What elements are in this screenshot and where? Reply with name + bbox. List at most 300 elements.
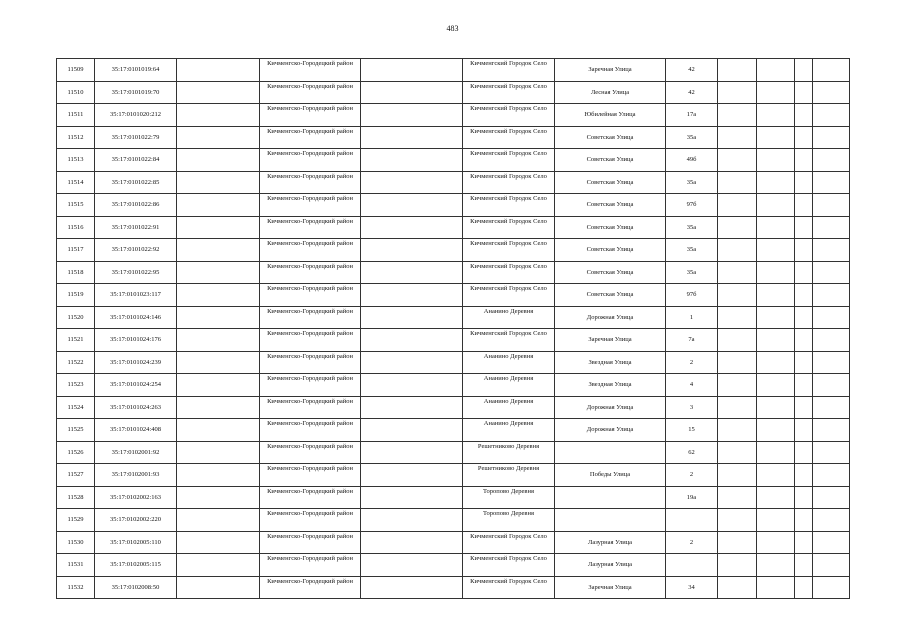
empty-cell xyxy=(361,464,463,487)
row-number-cell: 11528 xyxy=(57,486,95,509)
empty-cell xyxy=(757,306,795,329)
table-row xyxy=(57,216,850,239)
cadastral-number-cell: 35:17:0101019:70 xyxy=(95,81,177,104)
empty-cell xyxy=(813,486,850,509)
empty-cell xyxy=(795,104,813,127)
district-cell: Кичменгско-Городецкий район xyxy=(260,486,361,509)
empty-cell xyxy=(718,216,757,239)
row-number-cell: 11527 xyxy=(57,464,95,487)
empty-cell xyxy=(813,171,850,194)
district-cell: Кичменгско-Городецкий район xyxy=(260,59,361,82)
district-cell: Кичменгско-Городецкий район xyxy=(260,171,361,194)
empty-cell xyxy=(795,396,813,419)
empty-cell xyxy=(361,351,463,374)
empty-cell xyxy=(177,194,260,217)
empty-cell xyxy=(757,329,795,352)
empty-cell xyxy=(813,554,850,577)
district-cell: Кичменгско-Городецкий район xyxy=(260,216,361,239)
empty-cell xyxy=(361,171,463,194)
empty-cell xyxy=(177,464,260,487)
empty-cell xyxy=(361,194,463,217)
empty-cell xyxy=(795,126,813,149)
district-cell: Кичменгско-Городецкий район xyxy=(260,149,361,172)
empty-cell xyxy=(757,194,795,217)
cadastral-number-cell: 35:17:0101024:176 xyxy=(95,329,177,352)
settlement-cell: Кичменгский Городок Село xyxy=(463,576,555,599)
settlement-cell: Кичменгский Городок Село xyxy=(463,284,555,307)
street-cell: Звездная Улица xyxy=(555,374,666,397)
empty-cell xyxy=(795,576,813,599)
row-number-cell: 11529 xyxy=(57,509,95,532)
empty-cell xyxy=(813,441,850,464)
empty-cell xyxy=(361,396,463,419)
district-cell: Кичменгско-Городецкий район xyxy=(260,509,361,532)
row-number-cell: 11516 xyxy=(57,216,95,239)
empty-cell xyxy=(718,171,757,194)
district-cell: Кичменгско-Городецкий район xyxy=(260,396,361,419)
table-row xyxy=(57,464,850,487)
row-number-cell: 11510 xyxy=(57,81,95,104)
table-row xyxy=(57,149,850,172)
empty-cell xyxy=(757,396,795,419)
cadastral-number-cell: 35:17:0101020:212 xyxy=(95,104,177,127)
row-number-cell: 11532 xyxy=(57,576,95,599)
cadastral-number-cell: 35:17:0101022:92 xyxy=(95,239,177,262)
street-cell: Советская Улица xyxy=(555,171,666,194)
cadastral-number-cell: 35:17:0101024:239 xyxy=(95,351,177,374)
empty-cell xyxy=(718,531,757,554)
empty-cell xyxy=(718,149,757,172)
cadastral-number-cell: 35:17:0101023:117 xyxy=(95,284,177,307)
house-number-cell: 3 xyxy=(666,396,718,419)
empty-cell xyxy=(795,284,813,307)
table-row xyxy=(57,306,850,329)
table-row xyxy=(57,396,850,419)
street-cell: Советская Улица xyxy=(555,261,666,284)
empty-cell xyxy=(757,509,795,532)
table-row xyxy=(57,576,850,599)
empty-cell xyxy=(177,554,260,577)
district-cell: Кичменгско-Городецкий район xyxy=(260,104,361,127)
settlement-cell: Ананино Деревня xyxy=(463,351,555,374)
cadastral-number-cell: 35:17:0102002:220 xyxy=(95,509,177,532)
empty-cell xyxy=(177,509,260,532)
district-cell: Кичменгско-Городецкий район xyxy=(260,126,361,149)
empty-cell xyxy=(361,284,463,307)
empty-cell xyxy=(813,576,850,599)
registry-table xyxy=(56,58,850,599)
empty-cell xyxy=(813,149,850,172)
cadastral-number-cell: 35:17:0101022:84 xyxy=(95,149,177,172)
empty-cell xyxy=(718,554,757,577)
empty-cell xyxy=(361,441,463,464)
table-row xyxy=(57,261,850,284)
empty-cell xyxy=(757,239,795,262)
street-cell: Советская Улица xyxy=(555,216,666,239)
empty-cell xyxy=(757,554,795,577)
settlement-cell: Кичменгский Городок Село xyxy=(463,239,555,262)
empty-cell xyxy=(757,576,795,599)
empty-cell xyxy=(813,509,850,532)
empty-cell xyxy=(813,396,850,419)
row-number-cell: 11517 xyxy=(57,239,95,262)
empty-cell xyxy=(177,126,260,149)
row-number-cell: 11514 xyxy=(57,171,95,194)
empty-cell xyxy=(361,576,463,599)
empty-cell xyxy=(718,509,757,532)
settlement-cell: Решетниково Деревня xyxy=(463,464,555,487)
empty-cell xyxy=(795,531,813,554)
street-cell: Советская Улица xyxy=(555,149,666,172)
house-number-cell: 2 xyxy=(666,464,718,487)
empty-cell xyxy=(718,374,757,397)
empty-cell xyxy=(795,81,813,104)
empty-cell xyxy=(757,104,795,127)
street-cell: Лесная Улица xyxy=(555,81,666,104)
empty-cell xyxy=(813,306,850,329)
cadastral-number-cell: 35:17:0102001:92 xyxy=(95,441,177,464)
street-cell: Советская Улица xyxy=(555,194,666,217)
house-number-cell: 35а xyxy=(666,126,718,149)
empty-cell xyxy=(718,486,757,509)
table-row xyxy=(57,441,850,464)
empty-cell xyxy=(795,441,813,464)
house-number-cell: 1 xyxy=(666,306,718,329)
empty-cell xyxy=(757,261,795,284)
empty-cell xyxy=(795,59,813,82)
district-cell: Кичменгско-Городецкий район xyxy=(260,284,361,307)
street-cell: Звездная Улица xyxy=(555,351,666,374)
empty-cell xyxy=(795,554,813,577)
settlement-cell: Кичменгский Городок Село xyxy=(463,216,555,239)
settlement-cell: Кичменгский Городок Село xyxy=(463,149,555,172)
empty-cell xyxy=(177,576,260,599)
house-number-cell: 2 xyxy=(666,531,718,554)
settlement-cell: Кичменгский Городок Село xyxy=(463,59,555,82)
empty-cell xyxy=(813,329,850,352)
row-number-cell: 11525 xyxy=(57,419,95,442)
row-number-cell: 11524 xyxy=(57,396,95,419)
empty-cell xyxy=(361,81,463,104)
empty-cell xyxy=(718,351,757,374)
cadastral-number-cell: 35:17:0102008:50 xyxy=(95,576,177,599)
settlement-cell: Кичменгский Городок Село xyxy=(463,194,555,217)
table-row xyxy=(57,171,850,194)
district-cell: Кичменгско-Городецкий район xyxy=(260,464,361,487)
empty-cell xyxy=(795,261,813,284)
empty-cell xyxy=(361,59,463,82)
cadastral-number-cell: 35:17:0101022:91 xyxy=(95,216,177,239)
empty-cell xyxy=(177,284,260,307)
table-row xyxy=(57,194,850,217)
district-cell: Кичменгско-Городецкий район xyxy=(260,374,361,397)
empty-cell xyxy=(795,509,813,532)
empty-cell xyxy=(757,126,795,149)
house-number-cell: 7а xyxy=(666,329,718,352)
district-cell: Кичменгско-Городецкий район xyxy=(260,441,361,464)
settlement-cell: Кичменгский Городок Село xyxy=(463,104,555,127)
cadastral-number-cell: 35:17:0102005:115 xyxy=(95,554,177,577)
empty-cell xyxy=(177,171,260,194)
cadastral-number-cell: 35:17:0101022:86 xyxy=(95,194,177,217)
empty-cell xyxy=(813,104,850,127)
house-number-cell: 35а xyxy=(666,261,718,284)
empty-cell xyxy=(813,351,850,374)
empty-cell xyxy=(718,126,757,149)
empty-cell xyxy=(813,419,850,442)
empty-cell xyxy=(361,486,463,509)
table-row xyxy=(57,104,850,127)
empty-cell xyxy=(813,464,850,487)
cadastral-number-cell: 35:17:0101024:263 xyxy=(95,396,177,419)
cadastral-number-cell: 35:17:0101024:254 xyxy=(95,374,177,397)
settlement-cell: Кичменгский Городок Село xyxy=(463,261,555,284)
empty-cell xyxy=(757,81,795,104)
empty-cell xyxy=(177,396,260,419)
table-row xyxy=(57,419,850,442)
settlement-cell: Ананино Деревня xyxy=(463,419,555,442)
empty-cell xyxy=(718,261,757,284)
district-cell: Кичменгско-Городецкий район xyxy=(260,306,361,329)
empty-cell xyxy=(177,374,260,397)
empty-cell xyxy=(177,149,260,172)
table-row xyxy=(57,351,850,374)
empty-cell xyxy=(813,531,850,554)
district-cell: Кичменгско-Городецкий район xyxy=(260,194,361,217)
empty-cell xyxy=(795,464,813,487)
house-number-cell: 19а xyxy=(666,486,718,509)
cadastral-number-cell: 35:17:0101024:146 xyxy=(95,306,177,329)
cadastral-number-cell: 35:17:0101022:79 xyxy=(95,126,177,149)
house-number-cell: 35а xyxy=(666,171,718,194)
house-number-cell: 17а xyxy=(666,104,718,127)
empty-cell xyxy=(361,104,463,127)
street-cell xyxy=(555,509,666,532)
row-number-cell: 11511 xyxy=(57,104,95,127)
district-cell: Кичменгско-Городецкий район xyxy=(260,419,361,442)
empty-cell xyxy=(177,261,260,284)
street-cell: Советская Улица xyxy=(555,239,666,262)
row-number-cell: 11515 xyxy=(57,194,95,217)
row-number-cell: 11531 xyxy=(57,554,95,577)
district-cell: Кичменгско-Городецкий район xyxy=(260,261,361,284)
house-number-cell: 15 xyxy=(666,419,718,442)
street-cell: Заречная Улица xyxy=(555,576,666,599)
cadastral-number-cell: 35:17:0101022:95 xyxy=(95,261,177,284)
house-number-cell: 62 xyxy=(666,441,718,464)
empty-cell xyxy=(795,329,813,352)
empty-cell xyxy=(718,104,757,127)
empty-cell xyxy=(795,239,813,262)
empty-cell xyxy=(757,216,795,239)
empty-cell xyxy=(361,239,463,262)
empty-cell xyxy=(795,216,813,239)
table-row xyxy=(57,554,850,577)
house-number-cell xyxy=(666,509,718,532)
empty-cell xyxy=(718,441,757,464)
empty-cell xyxy=(177,329,260,352)
settlement-cell: Ананино Деревня xyxy=(463,396,555,419)
row-number-cell: 11519 xyxy=(57,284,95,307)
district-cell: Кичменгско-Городецкий район xyxy=(260,81,361,104)
table-row xyxy=(57,531,850,554)
empty-cell xyxy=(795,351,813,374)
cadastral-number-cell: 35:17:0101024:408 xyxy=(95,419,177,442)
settlement-cell: Кичменгский Городок Село xyxy=(463,171,555,194)
row-number-cell: 11530 xyxy=(57,531,95,554)
house-number-cell: 97б xyxy=(666,194,718,217)
table-row xyxy=(57,126,850,149)
row-number-cell: 11520 xyxy=(57,306,95,329)
empty-cell xyxy=(757,374,795,397)
empty-cell xyxy=(795,374,813,397)
empty-cell xyxy=(177,531,260,554)
table-row xyxy=(57,486,850,509)
street-cell: Дорожная Улица xyxy=(555,419,666,442)
empty-cell xyxy=(813,284,850,307)
table-row xyxy=(57,81,850,104)
table-row xyxy=(57,284,850,307)
street-cell: Лазурная Улица xyxy=(555,531,666,554)
empty-cell xyxy=(757,351,795,374)
house-number-cell: 49б xyxy=(666,149,718,172)
district-cell: Кичменгско-Городецкий район xyxy=(260,351,361,374)
house-number-cell: 34 xyxy=(666,576,718,599)
empty-cell xyxy=(361,149,463,172)
empty-cell xyxy=(177,59,260,82)
street-cell: Победы Улица xyxy=(555,464,666,487)
house-number-cell: 35а xyxy=(666,239,718,262)
empty-cell xyxy=(177,104,260,127)
house-number-cell: 2 xyxy=(666,351,718,374)
street-cell: Заречная Улица xyxy=(555,59,666,82)
empty-cell xyxy=(795,149,813,172)
empty-cell xyxy=(718,576,757,599)
empty-cell xyxy=(757,59,795,82)
registry-table-body xyxy=(57,59,850,599)
street-cell: Лазурная Улица xyxy=(555,554,666,577)
page-number: 483 xyxy=(446,24,459,33)
district-cell: Кичменгско-Городецкий район xyxy=(260,329,361,352)
row-number-cell: 11526 xyxy=(57,441,95,464)
table-row xyxy=(57,374,850,397)
empty-cell xyxy=(361,374,463,397)
empty-cell xyxy=(177,419,260,442)
empty-cell xyxy=(718,396,757,419)
empty-cell xyxy=(813,374,850,397)
district-cell: Кичменгско-Городецкий район xyxy=(260,239,361,262)
empty-cell xyxy=(177,239,260,262)
empty-cell xyxy=(361,419,463,442)
empty-cell xyxy=(177,351,260,374)
empty-cell xyxy=(177,216,260,239)
empty-cell xyxy=(757,464,795,487)
empty-cell xyxy=(795,486,813,509)
district-cell: Кичменгско-Городецкий район xyxy=(260,576,361,599)
street-cell: Юбилейная Улица xyxy=(555,104,666,127)
cadastral-number-cell: 35:17:0101019:64 xyxy=(95,59,177,82)
empty-cell xyxy=(361,261,463,284)
settlement-cell: Кичменгский Городок Село xyxy=(463,81,555,104)
empty-cell xyxy=(795,306,813,329)
empty-cell xyxy=(361,509,463,532)
cadastral-number-cell: 35:17:0102005:110 xyxy=(95,531,177,554)
empty-cell xyxy=(718,284,757,307)
empty-cell xyxy=(757,171,795,194)
empty-cell xyxy=(813,126,850,149)
cadastral-number-cell: 35:17:0102001:93 xyxy=(95,464,177,487)
row-number-cell: 11512 xyxy=(57,126,95,149)
settlement-cell: Торопово Деревня xyxy=(463,486,555,509)
empty-cell xyxy=(757,284,795,307)
house-number-cell xyxy=(666,554,718,577)
empty-cell xyxy=(361,531,463,554)
empty-cell xyxy=(757,531,795,554)
row-number-cell: 11518 xyxy=(57,261,95,284)
settlement-cell: Кичменгский Городок Село xyxy=(463,531,555,554)
empty-cell xyxy=(757,441,795,464)
table-row xyxy=(57,239,850,262)
empty-cell xyxy=(718,306,757,329)
empty-cell xyxy=(361,554,463,577)
empty-cell xyxy=(813,216,850,239)
empty-cell xyxy=(361,216,463,239)
table-row xyxy=(57,329,850,352)
empty-cell xyxy=(177,441,260,464)
street-cell: Дорожная Улица xyxy=(555,306,666,329)
empty-cell xyxy=(813,59,850,82)
table-row xyxy=(57,509,850,532)
empty-cell xyxy=(795,194,813,217)
empty-cell xyxy=(177,81,260,104)
empty-cell xyxy=(757,486,795,509)
cadastral-number-cell: 35:17:0101022:85 xyxy=(95,171,177,194)
empty-cell xyxy=(795,171,813,194)
empty-cell xyxy=(361,329,463,352)
table-row xyxy=(57,59,850,82)
street-cell: Заречная Улица xyxy=(555,329,666,352)
district-cell: Кичменгско-Городецкий район xyxy=(260,531,361,554)
row-number-cell: 11522 xyxy=(57,351,95,374)
house-number-cell: 97б xyxy=(666,284,718,307)
empty-cell xyxy=(813,81,850,104)
street-cell xyxy=(555,441,666,464)
empty-cell xyxy=(718,239,757,262)
empty-cell xyxy=(177,486,260,509)
street-cell xyxy=(555,486,666,509)
settlement-cell: Ананино Деревня xyxy=(463,374,555,397)
house-number-cell: 4 xyxy=(666,374,718,397)
empty-cell xyxy=(718,81,757,104)
settlement-cell: Кичменгский Городок Село xyxy=(463,126,555,149)
row-number-cell: 11523 xyxy=(57,374,95,397)
empty-cell xyxy=(718,194,757,217)
empty-cell xyxy=(718,419,757,442)
empty-cell xyxy=(718,329,757,352)
settlement-cell: Кичменгский Городок Село xyxy=(463,329,555,352)
empty-cell xyxy=(361,306,463,329)
street-cell: Советская Улица xyxy=(555,284,666,307)
settlement-cell: Решетниково Деревня xyxy=(463,441,555,464)
row-number-cell: 11521 xyxy=(57,329,95,352)
empty-cell xyxy=(718,464,757,487)
row-number-cell: 11509 xyxy=(57,59,95,82)
empty-cell xyxy=(813,239,850,262)
cadastral-number-cell: 35:17:0102002:163 xyxy=(95,486,177,509)
street-cell: Советская Улица xyxy=(555,126,666,149)
street-cell: Дорожная Улица xyxy=(555,396,666,419)
row-number-cell: 11513 xyxy=(57,149,95,172)
